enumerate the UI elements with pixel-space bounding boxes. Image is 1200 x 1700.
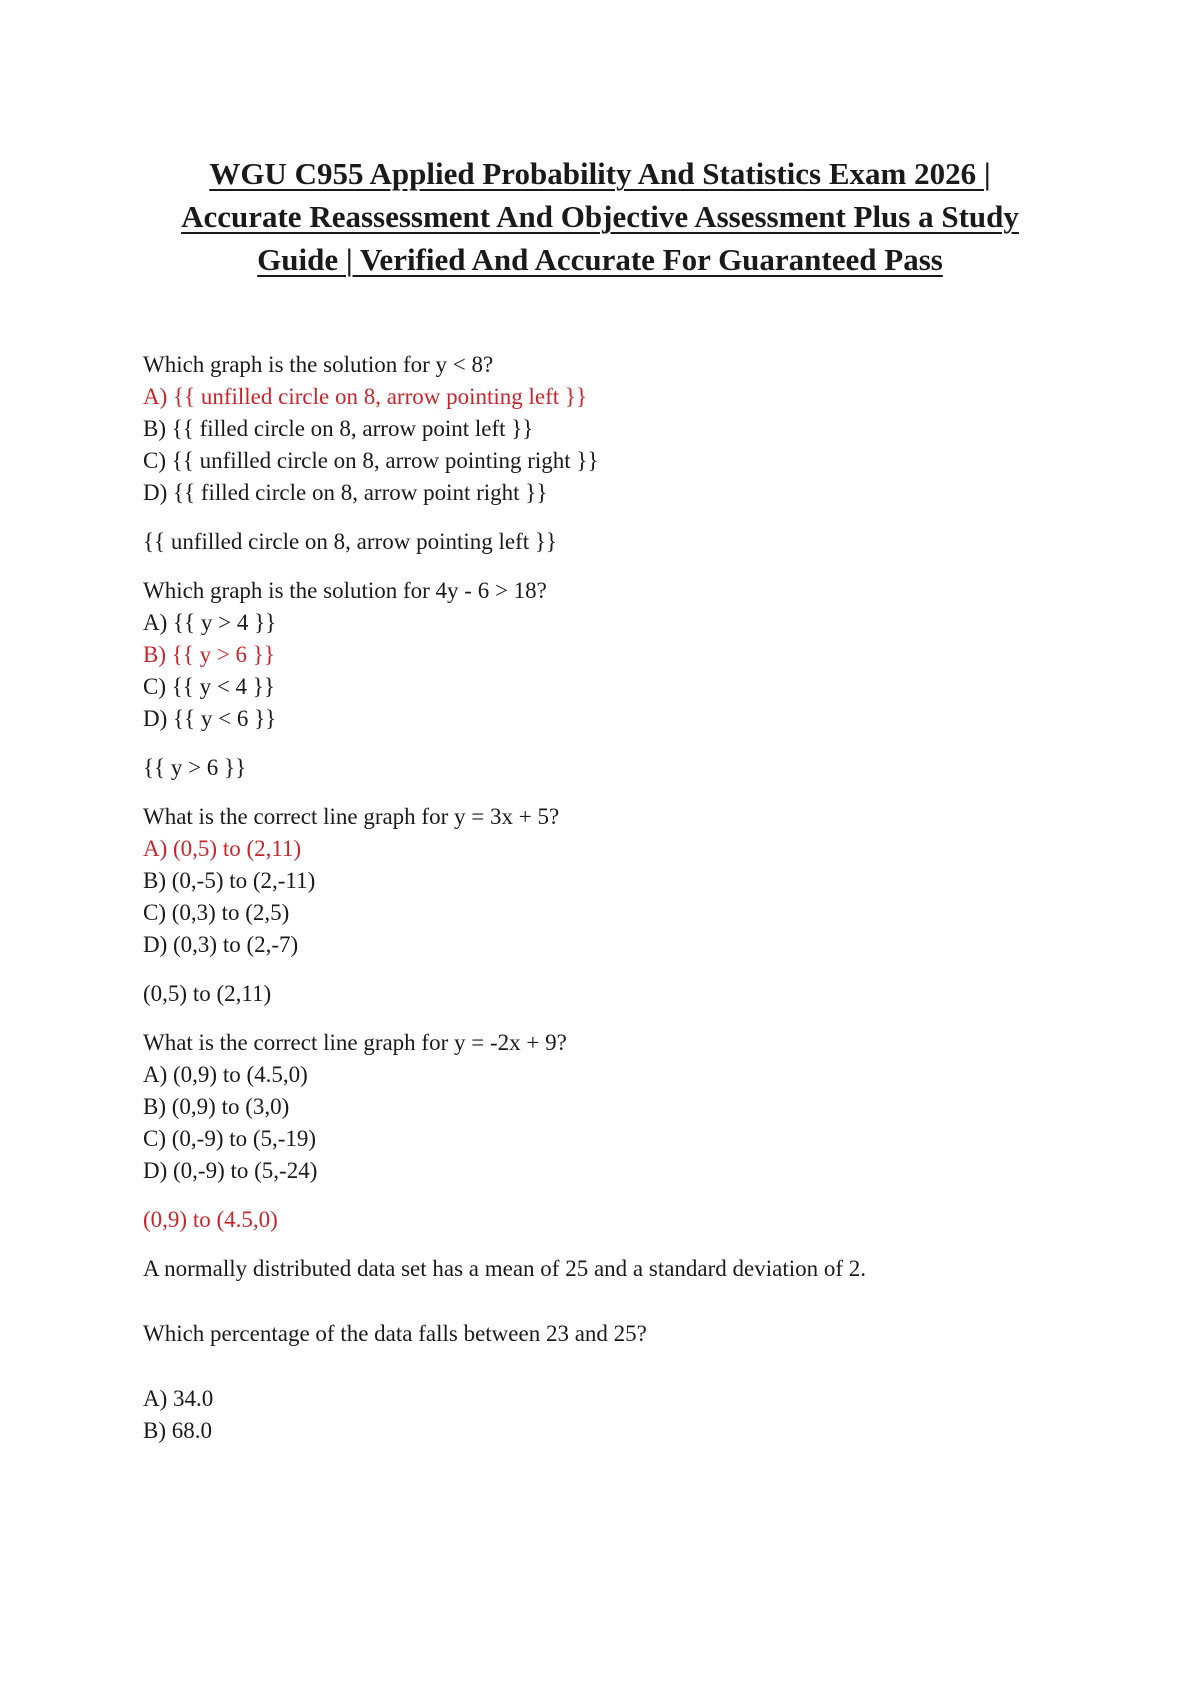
question-block [143, 801, 1103, 1027]
answer-option: B) (0,-5) to (2,-11) [143, 868, 316, 893]
document-title [150, 152, 1050, 281]
answer-option: A) {{ y > 4 }} [143, 610, 277, 635]
question-block [143, 1027, 1103, 1253]
question-prompt: Which graph is the solution for y < 8? [143, 352, 494, 377]
question-prompt: A normally distributed data set has a mean of 25 and a standard deviation of 2. [143, 1256, 867, 1281]
answer-option: A) (0,5) to (2,11) [143, 836, 302, 861]
question-prompt: What is the correct line graph for y = -2x + 9? [143, 1030, 567, 1055]
question-block [143, 349, 1103, 575]
question-prompt: Which graph is the solution for 4y - 6 > 18? [143, 578, 547, 603]
answer-option: D) (0,3) to (2,-7) [143, 932, 299, 957]
title-line-1: WGU C955 Applied Probability And Statistics Exam 2026 | [209, 156, 991, 191]
title-line-3: Guide | Verified And Accurate For Guaranteed Pass [257, 242, 943, 277]
answer-option: B) {{ filled circle on 8, arrow point left }} [143, 416, 534, 441]
answer-option: D) (0,-9) to (5,-24) [143, 1158, 318, 1183]
correct-answer: (0,5) to (2,11) [143, 981, 272, 1006]
answer-option: A) {{ unfilled circle on 8, arrow pointing left }} [143, 384, 587, 409]
answer-option: B) 68.0 [143, 1418, 212, 1443]
correct-answer: {{ unfilled circle on 8, arrow pointing left }} [143, 529, 557, 554]
answer-option: B) (0,9) to (3,0) [143, 1094, 290, 1119]
answer-option: A) 34.0 [143, 1386, 214, 1411]
answer-option: C) {{ y < 4 }} [143, 674, 275, 699]
answer-option: B) {{ y > 6 }} [143, 642, 275, 667]
answer-option: C) (0,3) to (2,5) [143, 900, 290, 925]
answer-option: D) {{ y < 6 }} [143, 706, 277, 731]
question-prompt: What is the correct line graph for y = 3x + 5? [143, 804, 560, 829]
correct-answer: (0,9) to (4.5,0) [143, 1207, 278, 1232]
answer-option: D) {{ filled circle on 8, arrow point right }} [143, 480, 548, 505]
question-subprompt: Which percentage of the data falls between 23 and 25? [143, 1321, 647, 1346]
question-block [143, 1253, 1103, 1447]
question-list [143, 349, 1103, 1447]
answer-option: C) {{ unfilled circle on 8, arrow pointing right }} [143, 448, 599, 473]
answer-option: A) (0,9) to (4.5,0) [143, 1062, 308, 1087]
answer-option: C) (0,-9) to (5,-19) [143, 1126, 317, 1151]
question-block [143, 575, 1103, 801]
title-line-2: Accurate Reassessment And Objective Assessment Plus a Study [181, 199, 1019, 234]
correct-answer: {{ y > 6 }} [143, 755, 247, 780]
